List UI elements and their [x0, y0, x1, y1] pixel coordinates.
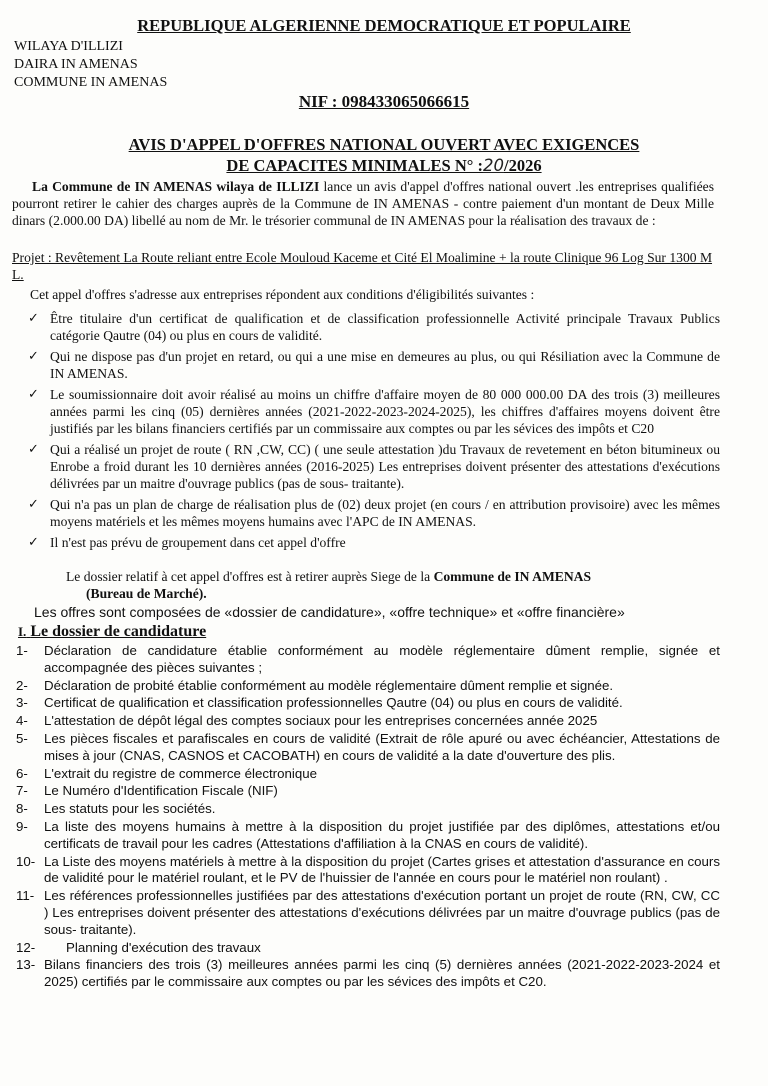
admin-line-commune: COMMUNE IN AMENAS — [14, 75, 168, 90]
list-item: 11- Les références professionnelles justifiées par des attestations d'exécution portant un projet de route (RN, CW, CC ) Les entreprises doivent présenter des attestations d'exécutions délivrées par un maitre d'ouvrage publics (pas de sous- traitante). — [16, 888, 720, 937]
projet-line: Projet : Revêtement La Route reliant entre Ecole Mouloud Kaceme et Cité El Moalimine + la route Clinique 96 Log Sur 1300 M L. — [12, 250, 713, 282]
list-item: 8- Les statuts pour les sociétés. — [16, 801, 216, 817]
intro-text: lance un avis d'appel d'offres national ouvert .les entreprises qualifiées pourront retirer le cahier des charges auprès de la Commune de IN AMENAS - contre paiement d'un montant de Deux Mille dinars (2.000.00 DA) libellé au nom de Mr. le trésorier communal de IN AMENAS pour la réalisation des travaux de : — [12, 179, 715, 228]
avis-number: 20 — [482, 156, 504, 175]
republic-title: REPUBLIQUE ALGERIENNE DEMOCRATIQUE ET POPULAIRE — [137, 16, 631, 35]
admin-line-daira: DAIRA IN AMENAS — [14, 57, 138, 72]
condition-item: ✓ Le soumissionnaire doit avoir réalisé au moins un chiffre d'affaire moyen de 80 000 000.00 DA des trois (3) meilleures années parmi les cinq (05) dernières années (2021-2022-2023-2024-2025), les chiffres d'affaires moyens doivent être justifiés par les bilans financiers certifiés par un commissaire aux comptes ou par les sévices des impôts et C20 — [28, 387, 720, 436]
check-icon: ✓ — [28, 349, 39, 364]
section-label: Le dossier de candidature — [30, 623, 207, 640]
conditions-intro: Cet appel d'offres s'adresse aux entreprises répondent aux conditions d'éligibilités suivantes : — [30, 287, 535, 302]
avis-title-line1: AVIS D'APPEL D'OFFRES NATIONAL OUVERT AVEC EXIGENCES — [128, 135, 640, 154]
check-icon: ✓ — [28, 311, 39, 326]
condition-item: ✓ Il n'est pas prévu de groupement dans cet appel d'offre — [28, 535, 346, 550]
list-item: 6- L'extrait du registre de commerce électronique — [16, 765, 318, 781]
list-item: 13- Bilans financiers des trois (3) meilleures années parmi les cinq (5) dernières années (2021-2022-2023-2024 et 2025) certifiés par le commissaire aux comptes ou par les sévices des impôts et C20. — [16, 957, 720, 990]
check-icon: ✓ — [28, 535, 39, 550]
administrative-block — [14, 38, 167, 92]
list-item: 7- Le Numéro d'Identification Fiscale (NIF) — [16, 783, 278, 799]
list-item: 9- La liste des moyens humains à mettre à la disposition du projet justifiée par des diplômes, attestations et/ou certificats de travail pour les cadres (Attestations d'affiliation à la CNAS en cours de validité). — [16, 818, 720, 851]
conditions-list — [28, 310, 720, 555]
condition-item: ✓ Qui a réalisé un projet de route ( RN ,CW, CC) ( une seule attestation )du Travaux de revetement en béton bitumineux ou Enrobe a froid durant les 10 dernières années (2016-2025) Les entreprises doivent présenter des attestations d'exécutions délivrées par un maitre d'ouvrage publics (pas de sous- traitante). — [28, 442, 720, 491]
section-title — [18, 623, 206, 641]
retrait-paragraph: Le dossier relatif à cet appel d'offres est à retirer auprès Siege de la Commune de IN AMENAS (Bureau de Marché). — [66, 569, 592, 601]
admin-line-wilaya: WILAYA D'ILLIZI — [14, 39, 123, 54]
retrait-bureau: (Bureau de Marché). — [86, 586, 207, 601]
check-icon: ✓ — [28, 387, 39, 402]
documents-list — [16, 643, 720, 992]
list-item: 3- Certificat de qualification et classification professionnelles Qautre (04) ou plus en cours de validité. — [16, 695, 623, 711]
condition-item: ✓ Qui ne dispose pas d'un projet en retard, ou qui a une mise en demeures au plus, ou qui Résiliation avec la Commune de IN AMENAS. — [28, 349, 720, 381]
list-item: 5- Les pièces fiscales et parafiscales en cours de validité (Extrait de rôle apuré ou avec échéancier, Attestations de mises à jour (CNAS, CASNOS et CACOBATH) en cours de validité a la date d'ouverture des plis. — [16, 730, 720, 763]
avis-year: /2026 — [503, 156, 542, 175]
intro-paragraph — [12, 178, 714, 229]
avis-title — [0, 134, 768, 176]
list-item: 1- Déclaration de candidature établie conformément au modèle réglementaire dûment remplie, signée et accompagnée des pièces suivantes ; — [16, 643, 720, 675]
check-icon: ✓ — [28, 442, 39, 457]
list-item: 12- Planning d'exécution des travaux — [16, 939, 261, 955]
condition-item: ✓ Être titulaire d'un certificat de qualification et de classification professionnelle Activité principale Travaux Publics catégorie Qautre (04) ou plus en cours de validité. — [28, 311, 720, 343]
check-icon: ✓ — [28, 497, 39, 512]
offres-line: Les offres sont composées de «dossier de candidature», «offre technique» et «offre financière» — [34, 604, 625, 620]
condition-item: ✓ Qui n'a pas un plan de charge de réalisation plus de (02) deux projet (en cours / en attribution provisoire) avec les mêmes moyens matériels et les mêmes moyens humains avec l'APC de IN AMENAS. — [28, 497, 720, 529]
avis-title-line2: DE CAPACITES MINIMALES N° : — [226, 156, 483, 175]
nif-number: NIF : 098433065066615 — [298, 92, 470, 111]
list-item: 2- Déclaration de probité établie conformément au modèle réglementaire dûment remplie et signée. — [16, 677, 614, 693]
retrait-commune: Commune de IN AMENAS — [433, 569, 592, 584]
intro-lead: La Commune de IN AMENAS wilaya de ILLIZI — [32, 179, 320, 194]
list-item: 4- L'attestation de dépôt légal des comptes sociaux pour les entreprises concernées année 2025 — [16, 713, 598, 729]
section-number: I. — [18, 624, 27, 639]
list-item: 10- La Liste des moyens matériels à mettre à la disposition du projet (Cartes grises et attestation d'assurance en cours de validité pour le matériel roulant, et le PV de l'huissier de l'année en cours pour le matériel non roulant) . — [16, 853, 720, 886]
